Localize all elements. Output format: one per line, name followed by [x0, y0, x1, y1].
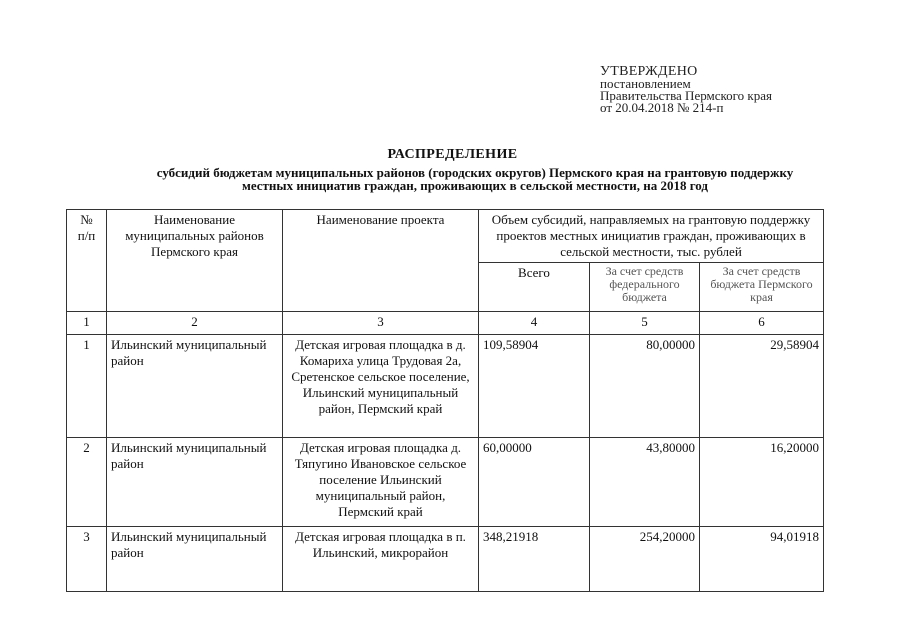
- row-regional: 29,58904: [700, 335, 824, 438]
- header-volume: Объем субсидий, направляемых на грантовую поддержку проектов местных инициатив граждан, проживающих в сельской местности, тыс. рублей: [479, 210, 824, 263]
- row-project: Детская игровая площадка д. Тяпугино Ивановское сельское поселение Ильинский муниципальный район, Пермский край: [283, 438, 479, 527]
- row-num: 1: [67, 335, 107, 438]
- column-number-row: [67, 312, 824, 335]
- row-district: Ильинский муниципальный район: [107, 527, 283, 592]
- column-number: 2: [107, 312, 283, 335]
- row-total: 109,58904: [479, 335, 590, 438]
- row-num: 3: [67, 527, 107, 592]
- row-district: Ильинский муниципальный район: [107, 335, 283, 438]
- row-federal: 80,00000: [590, 335, 700, 438]
- column-number: 3: [283, 312, 479, 335]
- document-title: РАСПРЕДЕЛЕНИЕ: [387, 147, 518, 162]
- column-number: 6: [700, 312, 824, 335]
- header-district: Наименование муниципальных районов Пермского края: [107, 210, 283, 312]
- header-total: Всего: [479, 263, 590, 312]
- row-regional: 94,01918: [700, 527, 824, 592]
- subsidy-table: [66, 209, 824, 592]
- header-num-line-1: №: [80, 212, 93, 227]
- document-subtitle: [60, 166, 890, 192]
- row-total: 348,21918: [479, 527, 590, 592]
- approval-title: УТВЕРЖДЕНО: [600, 64, 698, 79]
- header-regional: За счет средств бюджета Пермского края: [700, 263, 824, 312]
- header-federal: За счет средств федерального бюджета: [590, 263, 700, 312]
- table-row: [67, 335, 824, 438]
- column-number: 4: [479, 312, 590, 335]
- approval-line-2: Правительства Пермского края: [600, 88, 772, 103]
- header-num: [67, 210, 107, 312]
- row-total: 60,00000: [479, 438, 590, 527]
- row-num: 2: [67, 438, 107, 527]
- header-project: Наименование проекта: [283, 210, 479, 312]
- row-federal: 254,20000: [590, 527, 700, 592]
- header-row: [67, 210, 824, 263]
- column-number: 5: [590, 312, 700, 335]
- row-federal: 43,80000: [590, 438, 700, 527]
- header-num-line-2: п/п: [77, 228, 96, 243]
- column-number: 1: [67, 312, 107, 335]
- subtitle-line-1: субсидий бюджетам муниципальных районов (городских округов) Пермского края на грантовую поддержку: [156, 165, 794, 180]
- row-project: Детская игровая площадка в п. Ильинский, микрорайон: [283, 527, 479, 592]
- subtitle-line-2: местных инициатив граждан, проживающих в сельской местности, на 2018 год: [241, 178, 708, 193]
- approval-line-1: постановлением: [600, 76, 691, 91]
- approval-line-3: от 20.04.2018 № 214-п: [600, 100, 724, 115]
- row-project: Детская игровая площадка в д. Комариха улица Трудовая 2а, Сретенское сельское поселение, Ильинский муниципальный район, Пермский край: [283, 335, 479, 438]
- row-district: Ильинский муниципальный район: [107, 438, 283, 527]
- row-regional: 16,20000: [700, 438, 824, 527]
- table-row: [67, 527, 824, 592]
- table-row: [67, 438, 824, 527]
- approval-stamp: [600, 66, 772, 114]
